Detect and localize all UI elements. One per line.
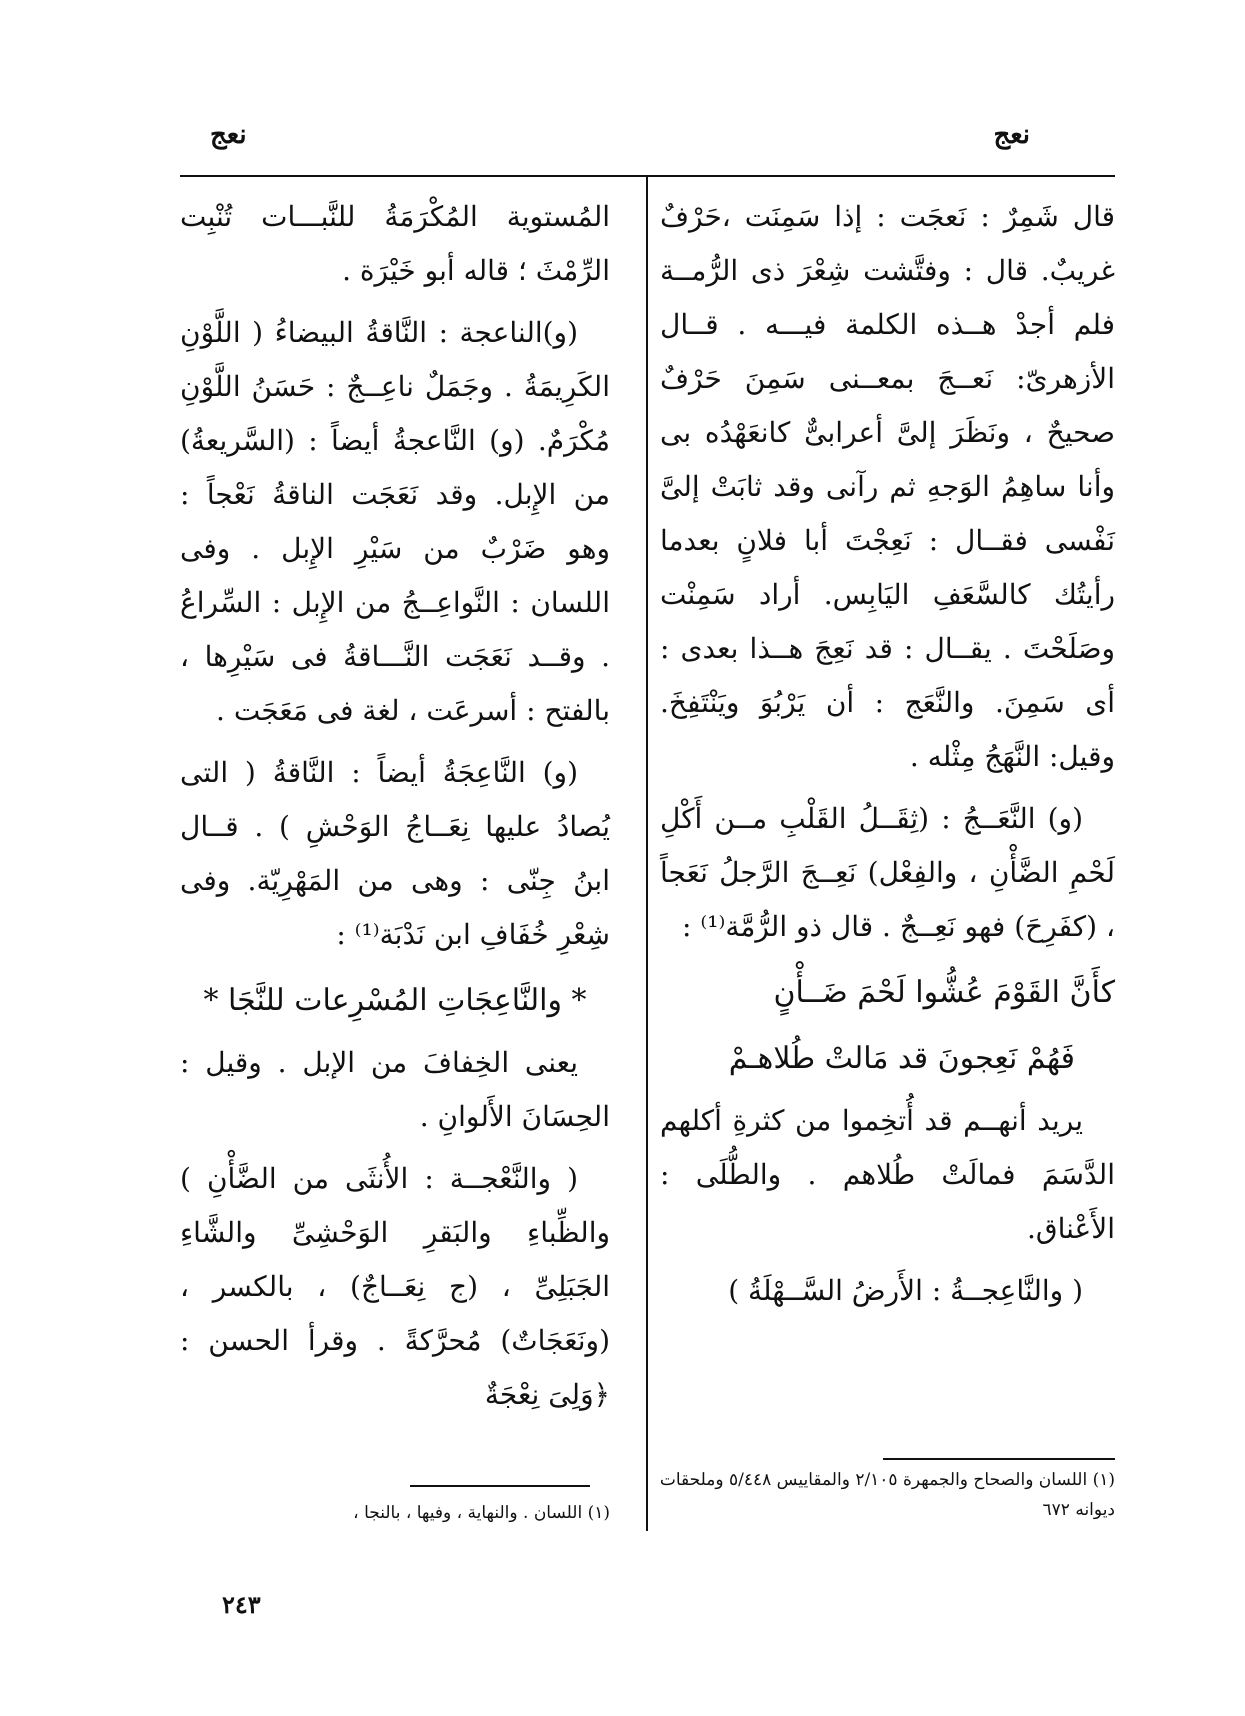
paragraph: (و) النَّعَــجُ : (ثِقَــلُ القَلْبِ مــن أَكْلِ لَحْمِ الضَّأْنِ ، والفِعْل) نَعِــجَ الرَّجلُ نَعَجاً ، (كفَرِحَ) فهو نَعِــجٌ . قال ذو الرُّمَّة⁽¹⁾ : (660, 802, 1115, 943)
footnote-right: (١) اللسان والصحاح والجمهرة ٢/١٠٥ والمقاييس ٥/٤٤٨ وملحقات ديوانه ٦٧٢ (659, 1470, 1115, 1520)
footnote-rule-left (410, 1485, 590, 1487)
verse-line: كأَنَّ القَوْمَ عُشُّوا لَحْمَ ضَــأْنٍ (773, 975, 1115, 1010)
footnote-left: (١) اللسان . والنهاية ، وفيها ، بالنجا ، (353, 1503, 610, 1523)
running-head-right: نعج (993, 120, 1030, 150)
running-head-left: نعج (210, 120, 247, 150)
paragraph: ( والنَّعْجــة : الأُنثَى من الضَّأْنِ ) والظِّباءِ والبَقرِ الوَحْشِىِّ والشَّاءِ الجَبَلِىِّ ، (ج نِعَــاجٌ) ، بالكسر ، (ونَعَجَاتٌ) مُحرَّكةً . وقرأ الحسن : ﴿وَلِىَ نِعْجَةٌ (180, 1162, 610, 1411)
paragraph: قال شَمِرٌ : نَعجَت : إذا سَمِنَت ،حَرْفٌ غريبٌ. قال : وفتَّشت شِعْرَ ذى الرُّمــة فلم أجدْ هــذه الكلمة فيـــه . قــال الأزهرىّ: نَعــجَ بمعــنى سَمِنَ حَرْفٌ صحيحٌ ، ونَظَرَ إلىَّ أعرابىٌّ كانعَهْدُه بى وأنا ساهِمُ الوَجهِ ثم رآنى وقد ثابَتْ إلىَّ نَفْسى فقــال : نَعِجْتَ أبا فلانٍ بعدما رأيتُك كالسَّعَفِ اليَابِس. أراد سَمِنْت وصَلَحْتَ . يقــال : قد نَعِجَ هــذا بعدى : أى سَمِنَ. والنَّعَج : أن يَرْبُوَ ويَنْتَفِخَ. وقيل: النَّهَجُ مِثْله . (660, 200, 1115, 773)
paragraph: يريد أنهــم قد أُتخِموا من كثرةِ أكلهم الدَّسَمَ فمالَتْ طُلاهم . والطُّلَى : الأَعْناق. (660, 1104, 1115, 1245)
paragraph: ( والنَّاعِجــةُ : الأَرضُ السَّــهْلَةُ ) (728, 1274, 1083, 1307)
left-column (180, 190, 610, 1430)
footnote-rule-right (883, 1458, 1115, 1460)
right-column (660, 190, 1115, 1326)
paragraph: (و) النَّاعِجَةُ أيضاً : النَّاقةُ ( التى يُصادُ عليها نِعَــاجُ الوَحْشِ ) . قــال ابنُ جِنّى : وهى من المَهْرِيّة. وفى شِعْرِ خُفَافِ ابن نَدْبَة⁽¹⁾ : (180, 756, 610, 951)
verse-line: * والنَّاعِجَاتِ المُسْرِعات للنَّجَا * (203, 983, 587, 1018)
paragraph: (و)الناعجة : النَّاقةُ البيضاءُ ( اللَّوْنِ الكَرِيمَةُ . وجَمَلٌ ناعِــجٌ : حَسَنُ اللَّوْنِ مُكْرَمٌ. (و) النَّاعجةُ أيضاً : (السَّريعةُ) من الإِبل. وقد نَعَجَت الناقةُ نَعْجاً : وهو ضَرْبٌ من سَيْرِ الإِبل . وفى اللسان : النَّواعِــجُ من الإِبل : السِّراعُ . وقــد نَعَجَت النَّـــاقةُ فى سَيْرِها ، بالفتح : أسرعَت ، لغة فى مَعَجَت . (180, 316, 610, 727)
verse-line: فَهُمْ نَعِجونَ قد مَالتْ طُلاهـمْ (728, 1041, 1075, 1076)
column-divider (646, 176, 648, 1531)
page-number: ٢٤٣ (222, 1590, 261, 1619)
paragraph: المُستوية المُكْرَمَةُ للنَّبـــات تُنْبِت الرِّمْثَ ؛ قاله أبو خَيْرَة . (180, 200, 610, 287)
paragraph: يعنى الخِفافَ من الإبل . وقيل : الحِسَانَ الأَلوانِ . (180, 1046, 610, 1133)
